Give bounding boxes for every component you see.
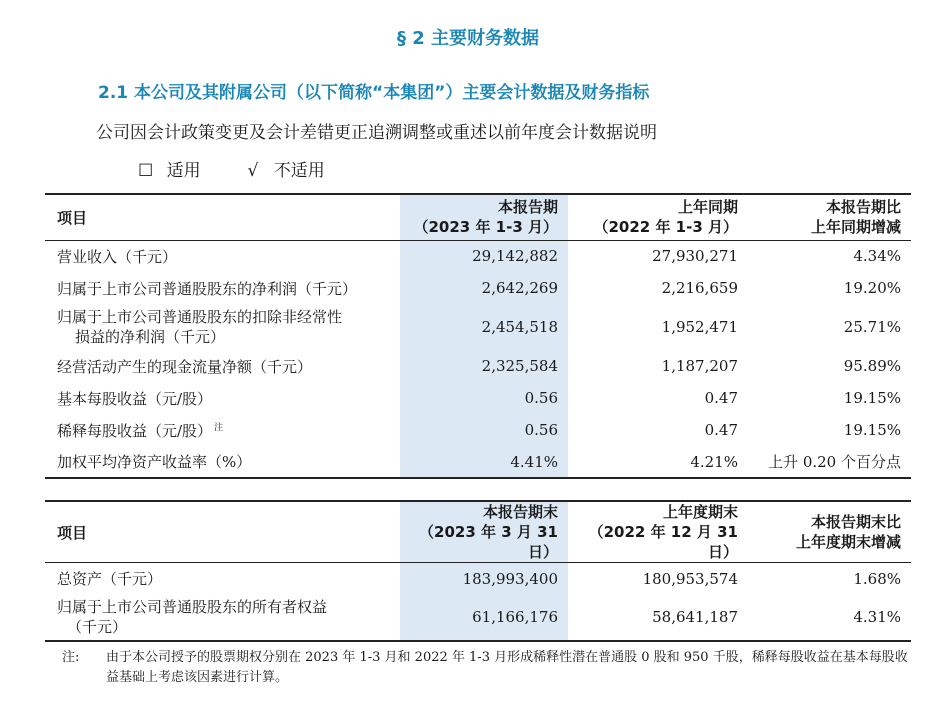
header-item: 项目 bbox=[45, 194, 400, 240]
table-row: 稀释每股收益（元/股） $^注$ 0.56 0.47 19.15% bbox=[45, 414, 911, 446]
option-applicable-label: 适用 bbox=[166, 161, 201, 181]
restatement-note: 公司因会计政策变更及会计差错更正追溯调整或重述以前年度会计数据说明 bbox=[96, 123, 657, 143]
header-current: 本报告期 （2023 年 1-3 月） bbox=[400, 194, 568, 240]
header-item: 项目 bbox=[45, 501, 400, 563]
checkmark-icon: √ bbox=[247, 161, 259, 181]
header-prior: 上年同期 （2022 年 1-3 月） bbox=[568, 194, 748, 240]
table-row: 基本每股收益（元/股） 0.56 0.47 19.15% bbox=[45, 382, 911, 414]
table-row: 营业收入（千元） 29,142,882 27,930,271 4.34% bbox=[45, 240, 911, 272]
key-financial-table bbox=[45, 193, 911, 479]
balance-sheet-table bbox=[45, 500, 911, 642]
table-row: 经营活动产生的现金流量净额（千元） 2,325,584 1,187,207 95.89% bbox=[45, 350, 911, 382]
footnote-marker: 注 bbox=[214, 422, 224, 433]
header-change: 本报告期末比 上年度期末增减 bbox=[748, 501, 911, 563]
table-header-row bbox=[45, 501, 911, 563]
header-prior: 上年度期末 （2022 年 12 月 31 日） bbox=[568, 501, 748, 563]
table-row: 加权平均净资产收益率（%） 4.41% 4.21% 上升 0.20 个百分点 bbox=[45, 446, 911, 478]
table-row: 归属于上市公司普通股股东的所有者权益 （千元） 61,166,176 58,641,187 4.31% bbox=[45, 595, 911, 641]
table-row: 总资产（千元） 183,993,400 180,953,574 1.68% bbox=[45, 563, 911, 595]
section-title: § 2 主要财务数据 bbox=[396, 28, 540, 49]
applicability-options bbox=[138, 156, 325, 181]
footnote-mark: 注: bbox=[62, 650, 80, 665]
footnote-text: 由于本公司授予的股票期权分别在 2023 年 1-3 月和 2022 年 1-3 月形成稀释性潜在普通股 0 股和 950 千股，稀释每股收益在基本每股收益基础上考虑该因素进行计算。 bbox=[106, 650, 908, 685]
table-row: 归属于上市公司普通股股东的净利润（千元） 2,642,269 2,216,659 19.20% bbox=[45, 272, 911, 304]
sub-title: 2.1 本公司及其附属公司（以下简称“本集团”）主要会计数据及财务指标 bbox=[98, 83, 650, 103]
option-not-applicable-label: 不适用 bbox=[273, 161, 325, 181]
footnote bbox=[62, 648, 912, 688]
table-row: 归属于上市公司普通股股东的扣除非经常性 损益的净利润（千元） 2,454,518 1,952,471 25.71% bbox=[45, 304, 911, 350]
header-current: 本报告期末 （2023 年 3 月 31 日） bbox=[400, 501, 568, 563]
header-change: 本报告期比 上年同期增减 bbox=[748, 194, 911, 240]
checkbox-empty-icon: ☐ bbox=[138, 161, 154, 181]
table-header-row bbox=[45, 194, 911, 240]
